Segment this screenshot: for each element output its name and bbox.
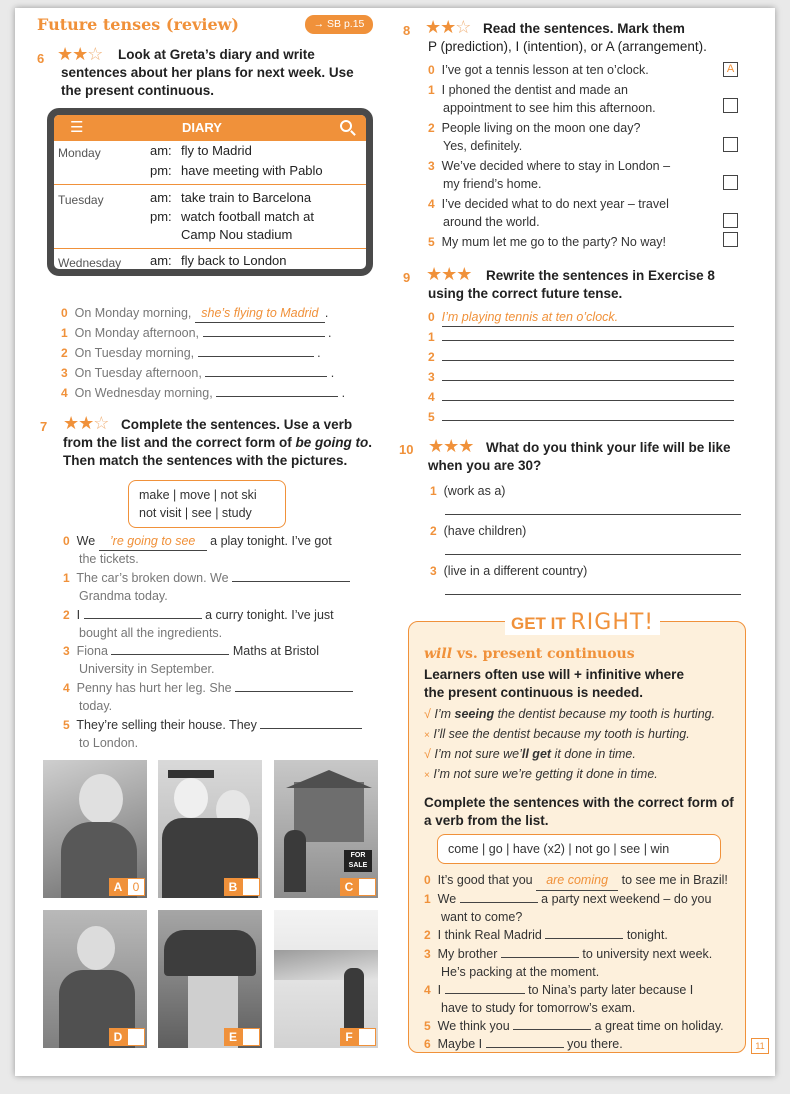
list-item: 3 My brother to university next week. <box>424 947 713 961</box>
difficulty-stars: ★★☆ <box>425 17 471 37</box>
diary-phone <box>47 108 373 276</box>
person-illustration <box>174 778 208 818</box>
difficulty-stars: ★★☆ <box>63 413 109 433</box>
list-item: 5 We think you a great time on holiday. <box>424 1019 724 1033</box>
list-item: 4 I’ve decided what to do next year – travel <box>428 197 669 211</box>
roof <box>286 770 372 788</box>
exercise-instruction: Rewrite the sentences in Exercise 8 <box>486 268 715 283</box>
exercise-number: 9 <box>403 270 411 285</box>
diary-title: DIARY <box>182 120 222 135</box>
answer-box[interactable] <box>242 1028 260 1046</box>
list-item: 1 We a party next weekend – do you <box>424 892 712 906</box>
word-list: come | go | have (x2) | not go | see | win <box>437 834 721 864</box>
task-instruction: Complete the sentences with the correct form of <box>424 795 734 810</box>
diary-am-label: am: <box>150 143 172 158</box>
answer-blank[interactable] <box>84 607 202 619</box>
answer-box[interactable] <box>358 878 376 896</box>
answer-blank[interactable] <box>442 389 734 401</box>
answer-line: 5 <box>428 408 734 426</box>
rule-text: Learners often use will + infinitive where <box>424 667 684 682</box>
answer-line: 0 I’m playing tennis at ten o’clock. <box>428 308 740 327</box>
diary-entry: take train to Barcelona <box>181 190 312 205</box>
list-item: 3 On Tuesday afternoon, . <box>61 366 335 380</box>
example-incorrect: × I’m not sure we’re getting it done in time. <box>424 767 658 781</box>
task-instruction: a verb from the list. <box>424 813 549 828</box>
list-item: 6 Maybe I you there. <box>424 1037 623 1051</box>
list-item-cont: to London. <box>79 736 139 750</box>
answer-line: 3 <box>428 368 734 386</box>
answer-blank[interactable] <box>235 680 353 692</box>
exercise-instruction: P (prediction), I (intention), or A (arrangement). <box>428 39 707 54</box>
list-item: 2 (have children) <box>430 524 527 538</box>
diary-row-tuesday <box>54 186 366 249</box>
list-item-cont: University in September. <box>79 662 215 676</box>
diary-entry: fly to Madrid <box>181 143 252 158</box>
answer-line: 2 <box>428 348 734 366</box>
page-title: Future tenses (review) <box>37 15 239 34</box>
answer-blank[interactable] <box>445 554 741 555</box>
diary-pm-label: pm: <box>150 163 172 178</box>
list-item: 0 On Monday morning, she’s flying to Madrid . <box>61 304 328 323</box>
answer-blank: ’re going to see <box>99 532 207 551</box>
get-it-right-title: GET IT RIGHT! <box>505 610 660 635</box>
list-item: 5 They’re selling their house. They <box>63 716 362 734</box>
list-item: 1 The car’s broken down. We <box>63 569 350 587</box>
diary-day: Monday <box>58 146 101 160</box>
diary-header <box>54 115 366 141</box>
list-item: 4 On Wednesday morning, . <box>61 386 346 400</box>
diary-entry: Camp Nou stadium <box>181 227 293 242</box>
example-correct: √ I’m seeing the dentist because my tooth is hurting. <box>424 707 716 721</box>
example-correct: √ I’m not sure we’ll get it done in time. <box>424 747 636 761</box>
page-number: 11 <box>751 1038 769 1054</box>
answer-blank[interactable] <box>501 946 579 958</box>
exercise-number: 8 <box>403 23 411 38</box>
picture-b <box>158 760 262 898</box>
answer-blank[interactable] <box>442 349 734 361</box>
list-item: 2 I think Real Madrid tonight. <box>424 928 668 942</box>
diary-entry: watch football match at <box>181 209 314 224</box>
picture-label: C <box>340 878 376 896</box>
picture-f <box>274 910 378 1048</box>
person-illustration <box>284 830 306 892</box>
exercise-instruction: Complete the sentences. Use a verb <box>121 417 353 432</box>
answer-blank[interactable] <box>445 982 525 994</box>
answer-blank[interactable] <box>442 329 734 341</box>
workbook-page <box>15 8 775 1076</box>
list-item: 2 People living on the moon one day? <box>428 121 641 135</box>
exercise-instruction: Then match the sentences with the pictures. <box>63 453 348 468</box>
list-item: 3 Fiona Maths at Bristol <box>63 644 320 658</box>
word-list: make | move | not ski not visit | see | study <box>128 480 286 528</box>
answer-line: 4 <box>428 388 734 406</box>
list-item-cont: bought all the ingredients. <box>79 626 223 640</box>
list-item-cont: Grandma today. <box>79 589 168 603</box>
rule-text: the present continuous is needed. <box>424 685 644 700</box>
answer-blank[interactable] <box>203 325 325 337</box>
list-item: 0 I’ve got a tennis lesson at ten o’clock. <box>428 63 649 77</box>
list-item: 5 My mum let me go to the party? No way! <box>428 235 667 249</box>
diary-day: Wednesday <box>58 256 122 270</box>
list-item-cont: my friend’s home. <box>443 177 542 191</box>
get-it-right-box <box>408 610 746 1053</box>
picture-d <box>43 910 147 1048</box>
answer-box[interactable] <box>242 878 260 896</box>
list-item: 1 (work as a) <box>430 484 506 498</box>
list-item: 3 We’ve decided where to stay in London – <box>428 159 671 173</box>
exercise-instruction: What do you think your life will be like <box>486 440 731 455</box>
list-item-cont: have to study for tomorrow’s exam. <box>441 1001 636 1015</box>
list-item: 2 I a curry tonight. I’ve just <box>63 608 334 622</box>
diary-row-wednesday <box>54 250 366 274</box>
answer-box[interactable] <box>723 232 738 247</box>
list-item-cont: around the world. <box>443 215 540 229</box>
diary-am-label: am: <box>150 190 172 205</box>
picture-label: B <box>224 878 260 896</box>
answer-blank[interactable] <box>545 927 623 939</box>
difficulty-stars: ★★★ <box>426 264 472 284</box>
answer-blank[interactable] <box>232 570 350 582</box>
search-icon-handle <box>350 130 356 136</box>
exercise-instruction: from the list and the correct form of be going to. <box>63 435 373 450</box>
answer-box[interactable] <box>358 1028 376 1046</box>
list-item-cont: Yes, definitely. <box>443 139 523 153</box>
picture-c <box>274 760 378 898</box>
list-item: 1 I phoned the dentist and made an <box>428 83 628 97</box>
diary-pm-label: pm: <box>150 209 172 224</box>
list-item: 0 It’s good that you are coming to see me in Brazil! <box>424 870 728 891</box>
answer-blank: she’s flying to Madrid <box>195 304 325 323</box>
exercise-instruction: Read the sentences. Mark them <box>483 21 685 36</box>
answer-box[interactable] <box>723 175 738 190</box>
answer-blank[interactable] <box>445 514 741 515</box>
answer-box[interactable]: A <box>723 62 738 77</box>
list-item-cont: want to come? <box>441 910 523 924</box>
list-item: 4 I to Nina’s party later because I <box>424 983 694 997</box>
list-item-cont: appointment to see him this afternoon. <box>443 101 656 115</box>
person-illustration <box>77 926 115 970</box>
difficulty-stars: ★★☆ <box>57 44 103 64</box>
car-bonnet <box>164 930 256 976</box>
exercise-number: 6 <box>37 51 45 66</box>
diary-day: Tuesday <box>58 193 104 207</box>
graduation-cap <box>168 770 214 778</box>
answer-blank[interactable] <box>442 369 734 381</box>
reference-badge: → SB p.15 <box>305 15 373 34</box>
answer-box[interactable] <box>723 213 738 228</box>
menu-icon: ☰ <box>70 119 84 136</box>
list-item-cont: He’s packing at the moment. <box>441 965 600 979</box>
person-illustration <box>79 774 123 824</box>
picture-e <box>158 910 262 1048</box>
get-it-right-subtitle: will vs. present continuous <box>424 646 635 662</box>
answer-blank[interactable] <box>198 345 314 357</box>
difficulty-stars: ★★★ <box>428 436 474 456</box>
answer-box[interactable] <box>127 1028 145 1046</box>
answer-blank[interactable] <box>111 643 229 655</box>
list-item-cont: today. <box>79 699 113 713</box>
picture-label: D <box>109 1028 145 1046</box>
list-item: 0 We ’re going to see a play tonight. I’ve got <box>63 532 332 551</box>
exercise-instruction: the present continuous. <box>61 83 215 98</box>
exercise-number: 7 <box>40 419 48 434</box>
answer-blank[interactable] <box>205 365 327 377</box>
answer-blank[interactable] <box>460 891 538 903</box>
list-item-cont: the tickets. <box>79 552 139 566</box>
answer-blank[interactable] <box>513 1018 591 1030</box>
list-item: 2 On Tuesday morning, . <box>61 346 321 360</box>
answer-blank[interactable] <box>445 594 741 595</box>
answer-box[interactable] <box>723 98 738 113</box>
example-incorrect: × I’ll see the dentist because my tooth is hurting. <box>424 727 690 741</box>
for-sale-sign: FOR SALE <box>344 850 372 872</box>
list-item: 4 Penny has hurt her leg. She <box>63 679 353 697</box>
answer-line: 1 <box>428 328 734 346</box>
picture-label: F <box>340 1028 376 1046</box>
answer-blank[interactable] <box>442 409 734 421</box>
diary-am-label: am: <box>150 253 172 268</box>
list-item: 1 On Monday afternoon, . <box>61 326 332 340</box>
answer-blank[interactable] <box>216 385 338 397</box>
answer-blank[interactable] <box>486 1036 564 1048</box>
exercise-instruction: sentences about her plans for next week. Use <box>61 65 354 80</box>
exercise-number: 10 <box>399 442 414 457</box>
picture-label: E <box>224 1028 260 1046</box>
exercise-instruction: when you are 30? <box>428 458 542 473</box>
diary-entry: fly back to London <box>181 253 287 268</box>
diary-row-monday <box>54 141 366 185</box>
house-illustration <box>294 782 364 842</box>
answer-box[interactable] <box>723 137 738 152</box>
exercise-instruction: Look at Greta’s diary and write <box>118 47 315 62</box>
exercise-instruction: using the correct future tense. <box>428 286 623 301</box>
diary-entry: have meeting with Pablo <box>181 163 323 178</box>
list-item: 3 (live in a different country) <box>430 564 588 578</box>
answer-box[interactable]: 0 <box>127 878 145 896</box>
picture-label: A 0 <box>109 878 145 896</box>
picture-a <box>43 760 147 898</box>
answer-blank[interactable] <box>260 717 362 729</box>
